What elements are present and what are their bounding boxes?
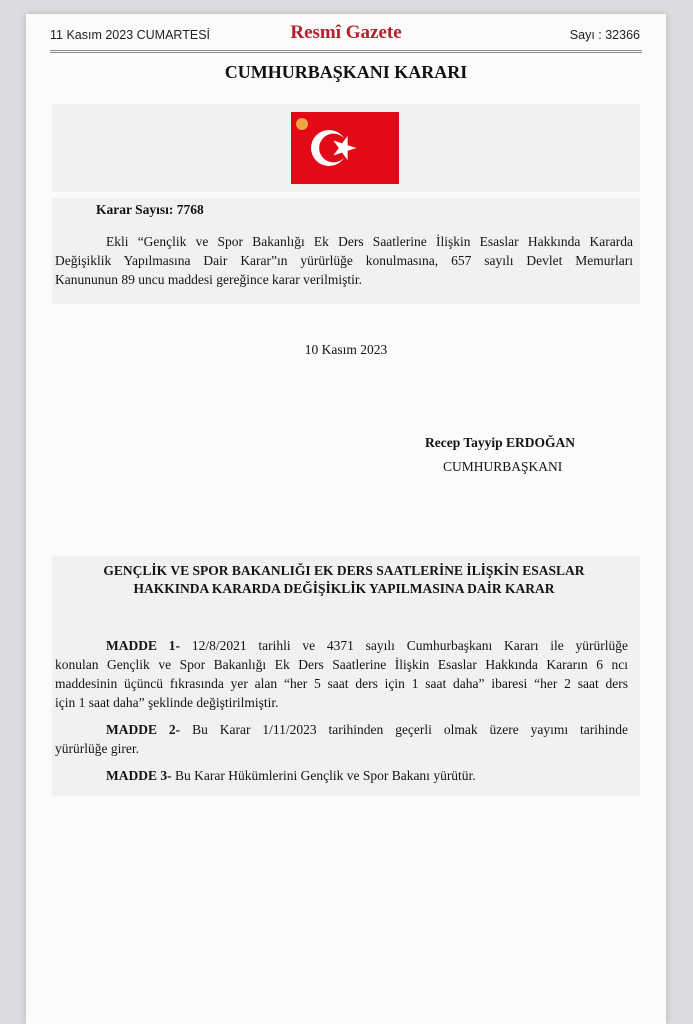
decision-number: Karar Sayısı: 7768 — [96, 202, 204, 217]
article-2-line-2: yürürlüğe girer. — [55, 741, 139, 756]
article-3-first-line — [106, 766, 476, 785]
annex-title-line-1: GENÇLİK VE SPOR BAKANLIĞI EK DERS SAATLERİNE İLİŞKİN ESASLAR — [103, 563, 585, 578]
article-1-line-4: için 1 saat daha” şeklinde değiştirilmiştir. — [55, 695, 279, 710]
signatory-title: CUMHURBAŞKANI — [443, 459, 563, 474]
turkish-flag-icon — [291, 112, 399, 184]
document-type-heading: CUMHURBAŞKANI KARARI — [224, 62, 468, 82]
decision-intro-line-1: Ekli “Gençlik ve Spor Bakanlığı Ek Ders Saatlerine İlişkin Esaslar Hakkında Kararda — [106, 234, 633, 249]
article-1-first-text: 12/8/2021 tarihli ve 4371 sayılı Cumhurbaşkanı Kararı ile yürürlüğe — [191, 638, 628, 653]
header-rule-double — [50, 52, 642, 53]
article-1-line-3: maddesinin üçüncü fıkrasında yer alan “her 5 saat ders için 1 saat daha” ibaresi “her 2 saat ders — [55, 676, 628, 691]
decision-date: 10 Kasım 2023 — [304, 342, 388, 357]
article-1-line-2: konulan Gençlik ve Spor Bakanlığı Ek Ders Saatlerine İlişkin Esaslar Hakkında Kararın 6 ncı — [55, 657, 628, 672]
decision-intro-line-3: Kanununun 89 uncu maddesi gereğince karar verilmiştir. — [55, 272, 363, 287]
article-2-first-line — [55, 720, 628, 739]
decision-intro-line-2: Değişiklik Yapılmasına Dair Karar”ın yürürlüğe konulmasına, 657 sayılı Devlet Memurları — [55, 253, 633, 268]
annex-title-line-2: HAKKINDA KARARDA DEĞİŞİKLİK YAPILMASINA DAİR KARAR — [133, 581, 555, 596]
issue-number: Sayı : 32366 — [569, 28, 640, 42]
issue-date: 11 Kasım 2023 CUMARTESİ — [50, 28, 211, 42]
article-1-label: MADDE 1- — [106, 638, 181, 653]
signatory-name: Recep Tayyip ERDOĞAN — [425, 435, 576, 450]
gazette-header — [50, 22, 642, 50]
article-3-first-text: Bu Karar Hükümlerini Gençlik ve Spor Bakanı yürütür. — [175, 768, 476, 783]
header-rule — [50, 50, 642, 51]
article-2-first-text: Bu Karar 1/11/2023 tarihinden geçerli olmak üzere yayımı tarihinde — [192, 722, 629, 737]
article-2-label: MADDE 2- — [106, 722, 181, 737]
article-1-first-line — [55, 636, 628, 655]
gazette-title: Resmî Gazete — [290, 22, 402, 43]
article-3-label: MADDE 3- — [106, 768, 172, 783]
